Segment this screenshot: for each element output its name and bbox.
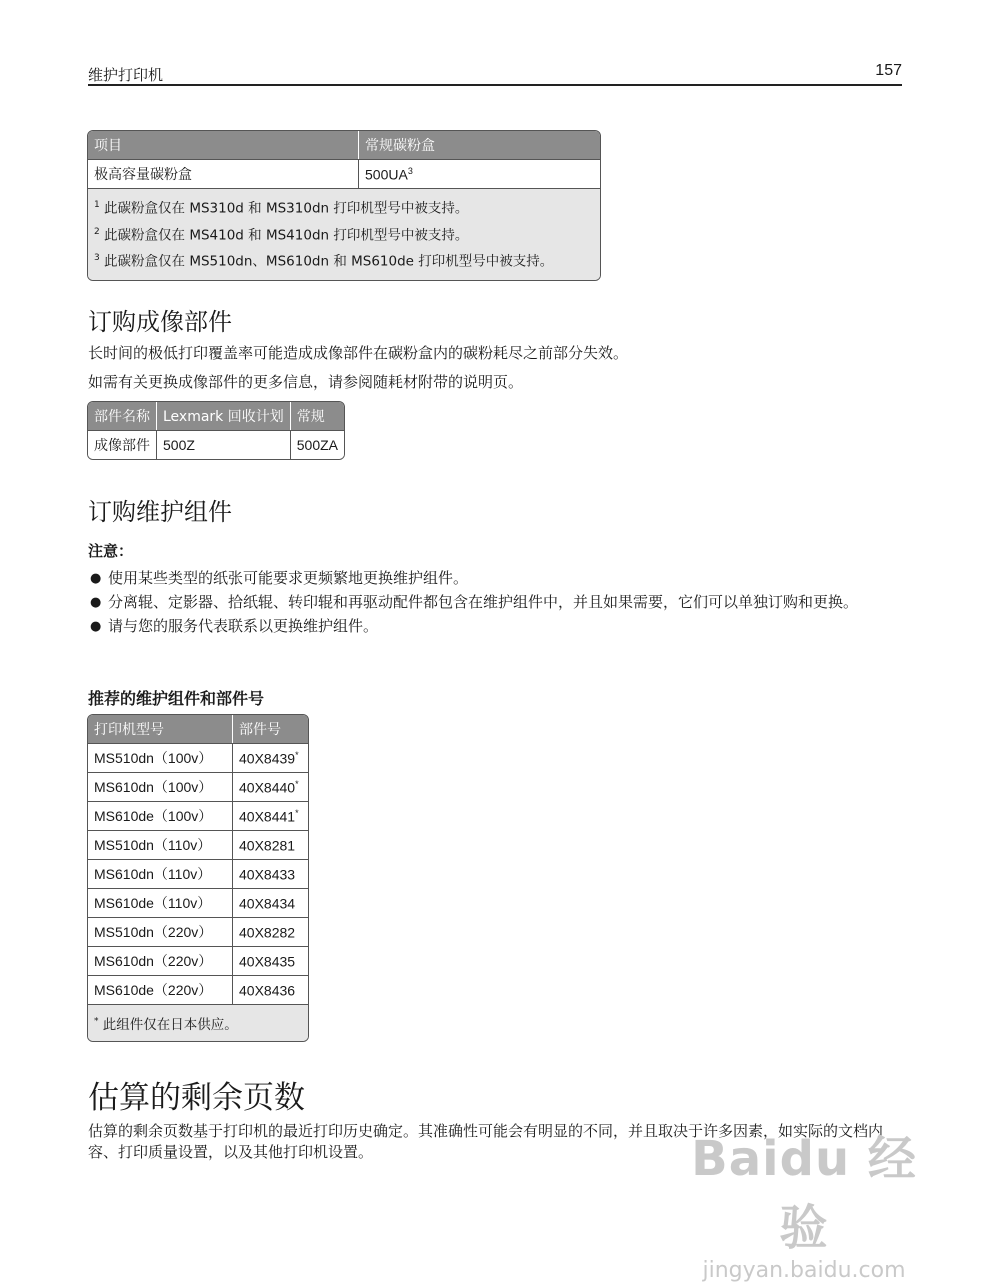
- maint-footnote: * 此组件仅在日本供应。: [88, 1004, 308, 1041]
- list-item: ● 请与您的服务代表联系以更换维护组件。: [90, 617, 379, 635]
- maint-part-cell: 40X8434: [233, 888, 308, 917]
- watermark-logo: Baidu 经验: [691, 1131, 917, 1256]
- maint-header-model: 打印机型号: [88, 715, 233, 743]
- toner-header-regular: 常规碳粉盒: [359, 131, 600, 159]
- section-title: 维护打印机: [88, 66, 164, 84]
- imaging-header-regular: 常规: [291, 402, 344, 430]
- maint-model-cell: MS610de（220v）: [88, 975, 233, 1004]
- list-item: ● 使用某些类型的纸张可能要求更频繁地更换维护组件。: [90, 569, 469, 587]
- imaging-para-2: 如需有关更换成像部件的更多信息，请参阅随耗材附带的说明页。: [88, 373, 524, 391]
- maint-part-cell: 40X8433: [233, 859, 308, 888]
- estimate-title: 估算的剩余页数: [88, 1080, 305, 1116]
- maint-part-cell: 40X8435: [233, 946, 308, 975]
- maintenance-rows: [88, 743, 308, 1004]
- watermark-url: jingyan.baidu.com: [702, 1258, 906, 1283]
- table-row: [88, 975, 308, 1004]
- imaging-table: [87, 401, 345, 460]
- maint-model-cell: MS610dn（110v）: [88, 859, 233, 888]
- table-row: [88, 946, 308, 975]
- maint-model-cell: MS510dn（220v）: [88, 917, 233, 946]
- table-row: [88, 830, 308, 859]
- toner-note: $^1$ 此碳粉盒仅在 MS310d 和 MS310dn 打印机型号中被支持。: [94, 200, 469, 217]
- imaging-cell-lexmark: 500Z: [157, 430, 291, 459]
- maint-header-part: 部件号: [233, 715, 308, 743]
- imaging-cell-regular: 500ZA: [291, 430, 344, 459]
- maint-part-cell: 40X8281: [233, 830, 308, 859]
- toner-table: [87, 130, 601, 281]
- bullet-icon: ●: [90, 619, 102, 634]
- table-row: [88, 801, 308, 830]
- toner-note: $^3$ 此碳粉盒仅在 MS510dn、MS610dn 和 MS610de 打印机型号中被支持。: [94, 253, 554, 270]
- toner-value-cell: $500UA^3$: [359, 159, 600, 188]
- imaging-header-lexmark: Lexmark 回收计划: [157, 402, 291, 430]
- page-number: 157: [875, 62, 902, 79]
- maint-part-cell: 40X8440*: [233, 772, 308, 801]
- maint-part-cell: 40X8436: [233, 975, 308, 1004]
- maintenance-table: [87, 714, 309, 1042]
- maint-model-cell: MS610de（110v）: [88, 888, 233, 917]
- estimate-para: 估算的剩余页数基于打印机的最近打印历史确定。其准确性可能会有明显的不同，并且取决于许多因素，如实际的文档内容、打印质量设置，以及其他打印机设置。: [88, 1122, 884, 1161]
- maint-model-cell: MS610dn（100v）: [88, 772, 233, 801]
- imaging-cell-name: 成像部件: [88, 430, 157, 459]
- table-row: [88, 743, 308, 772]
- maint-model-cell: MS510dn（100v）: [88, 743, 233, 772]
- list-item: ● 分离辊、定影器、拾纸辊、转印辊和再驱动配件都包含在维护组件中，并且如果需要，它们可以单独订购和更换。: [90, 593, 859, 611]
- toner-notes: [88, 188, 600, 280]
- table-row: [88, 917, 308, 946]
- bullet-icon: ●: [90, 571, 102, 586]
- maint-part-cell: 40X8439*: [233, 743, 308, 772]
- baidu-watermark: [674, 1120, 934, 1283]
- maintenance-subtitle: 推荐的维护组件和部件号: [88, 689, 265, 708]
- imaging-title: 订购成像部件: [88, 308, 232, 336]
- table-row: [88, 772, 308, 801]
- maint-model-cell: MS610dn（220v）: [88, 946, 233, 975]
- toner-item-cell: 极高容量碳粉盒: [88, 159, 359, 188]
- maint-part-cell: 40X8282: [233, 917, 308, 946]
- maint-part-cell: 40X8441*: [233, 801, 308, 830]
- table-row: [88, 888, 308, 917]
- bullet-icon: ●: [90, 595, 102, 610]
- table-row: [88, 859, 308, 888]
- note-list: [88, 568, 902, 640]
- maint-model-cell: MS510dn（110v）: [88, 830, 233, 859]
- maintenance-title: 订购维护组件: [88, 498, 232, 526]
- imaging-para-1: 长时间的极低打印覆盖率可能造成成像部件在碳粉盒内的碳粉耗尽之前部分失效。: [88, 344, 629, 362]
- toner-header-item: 项目: [88, 131, 359, 159]
- toner-note: $^2$ 此碳粉盒仅在 MS410d 和 MS410dn 打印机型号中被支持。: [94, 226, 469, 243]
- imaging-header-name: 部件名称: [88, 402, 157, 430]
- note-label: 注意：: [88, 542, 134, 560]
- maint-model-cell: MS610de（100v）: [88, 801, 233, 830]
- page-header: [88, 62, 902, 86]
